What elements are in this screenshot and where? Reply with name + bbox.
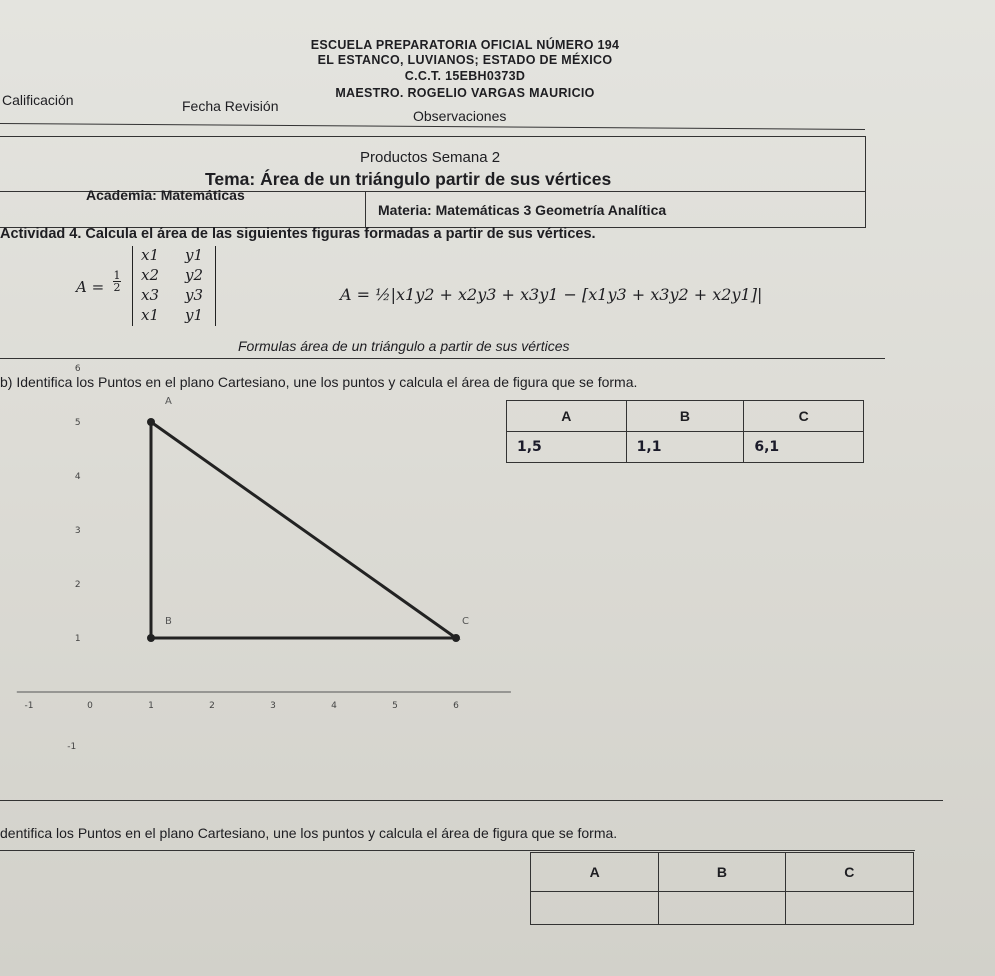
y-tick-label: 4 <box>74 472 81 482</box>
formula-caption: Formulas área de un triángulo a partir de sus vértices <box>238 338 570 354</box>
x-tick-label: 0 <box>87 701 93 711</box>
x-tick-label: -1 <box>24 701 34 711</box>
x-tick-label: 2 <box>209 701 215 711</box>
area-symbol: A = <box>76 278 105 296</box>
y-tick-label: 2 <box>74 580 81 590</box>
review-date-label: Fecha Revisión <box>182 98 279 114</box>
y-tick-label: -1 <box>67 742 77 752</box>
point-a <box>147 418 155 426</box>
point-label-b: B <box>165 616 172 627</box>
col-c-header: C <box>744 401 864 432</box>
point-b <box>147 634 155 642</box>
vertex-c-value[interactable] <box>785 892 913 925</box>
products-week: Productos Semana 2 <box>360 149 501 166</box>
x-tick-label: 5 <box>392 701 398 711</box>
school-name: ESCUELA PREPARATORIA OFICIAL NÚMERO 194 <box>310 38 620 52</box>
y-tick-label: 3 <box>74 526 81 536</box>
vertex-b-value[interactable]: 1,1 <box>626 432 744 463</box>
vertex-c-value[interactable]: 6,1 <box>744 432 864 463</box>
x-tick-label: 1 <box>148 701 154 711</box>
school-location: EL ESTANCO, LUVIANOS; ESTADO DE MÉXICO <box>317 53 613 67</box>
academy-label: Academia: Matemáticas <box>86 187 245 203</box>
expanded-formula: A = ½|x1y2 + x2y3 + x3y1 − [x1y3 + x3y2 + x2y1]| <box>340 285 763 304</box>
part-c-vertex-table <box>530 852 914 925</box>
x-tick-label: 3 <box>270 701 276 711</box>
vertex-a-value[interactable]: 1,5 <box>507 432 627 463</box>
vertex-a-value[interactable] <box>531 892 659 925</box>
x-tick-label: 4 <box>331 701 337 711</box>
school-code: C.C.T. 15EBH0373D <box>404 69 526 83</box>
vertex-b-value[interactable] <box>659 892 785 925</box>
point-label-c: C <box>462 616 469 627</box>
observations-label: Observaciones <box>413 108 507 124</box>
determinant-matrix: x1 y1 x2 y2 x3 y3 x1 y1 <box>132 246 216 326</box>
activity-instruction: Actividad 4. Calcula el área de las siguientes figuras formadas a partir de sus vértices. <box>0 226 596 242</box>
y-tick-label: 5 <box>74 418 81 428</box>
col-b-header: B <box>626 401 744 432</box>
title-block <box>0 136 866 228</box>
half-fraction: 1 2 <box>113 269 121 294</box>
col-a-header: A <box>531 853 659 892</box>
part-c-instruction: dentifica los Puntos en el plano Cartesiano, une los puntos y calcula el área de figura que se forma. <box>0 825 618 841</box>
subject-label: Materia: Matemáticas 3 Geometría Analítica <box>378 202 667 218</box>
col-b-header: B <box>659 853 785 892</box>
point-label-a: A <box>165 396 172 407</box>
point-c <box>452 634 460 642</box>
triangle-outline <box>151 422 456 638</box>
y-tick-label: 1 <box>74 634 81 644</box>
part-b-instruction: b) Identifica los Puntos en el plano Cartesiano, une los puntos y calcula el área de figura que se forma. <box>0 374 638 390</box>
x-tick-label: 6 <box>453 701 459 711</box>
grade-label: Calificación <box>2 92 74 108</box>
topic-title: Tema: Área de un triángulo partir de sus vértices <box>205 169 612 189</box>
part-b-vertex-table <box>506 400 864 463</box>
teacher-name: MAESTRO. ROGELIO VARGAS MAURICIO <box>335 86 595 100</box>
col-a-header: A <box>507 401 627 432</box>
y-tick-label: 6 <box>74 364 81 374</box>
col-c-header: C <box>785 853 913 892</box>
